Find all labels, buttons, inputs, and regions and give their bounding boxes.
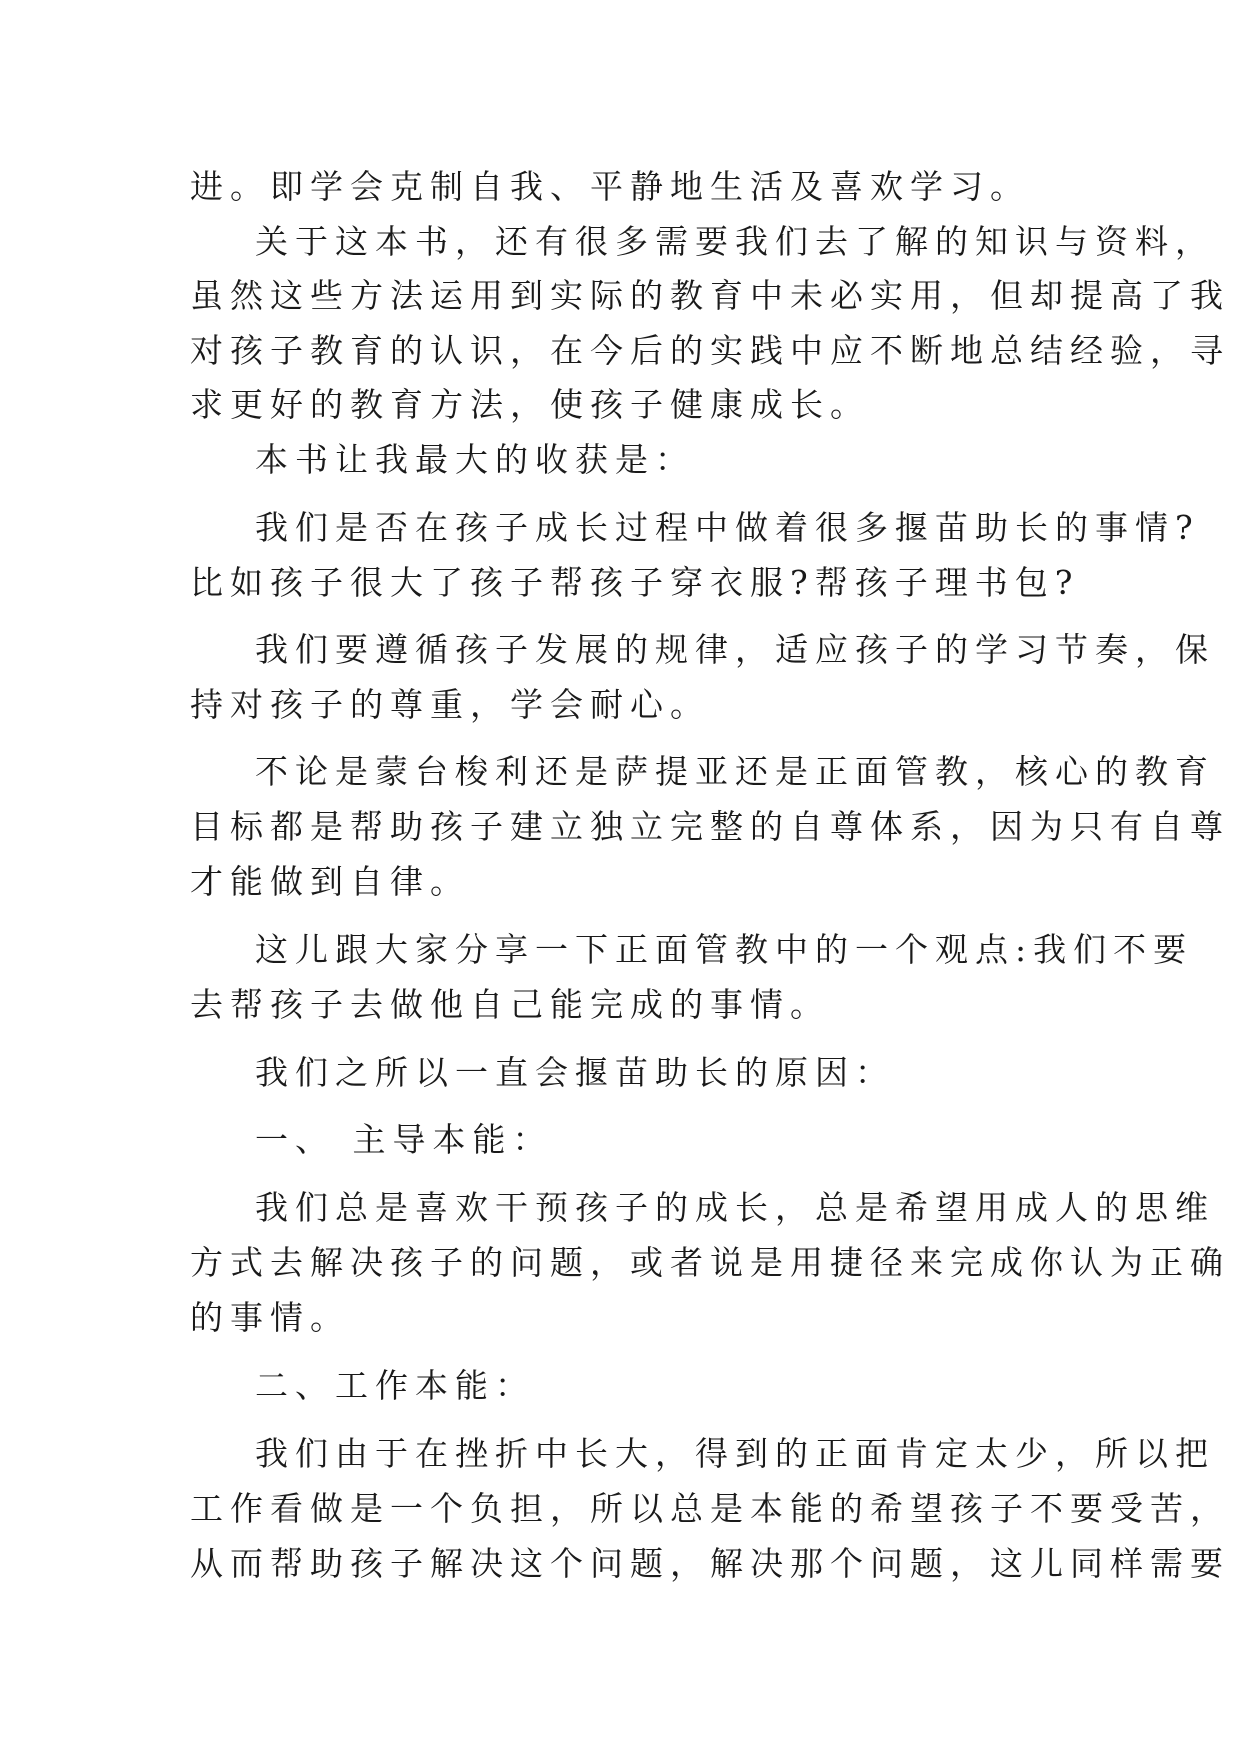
text-line: 的事情。: [190, 1298, 350, 1337]
text-line: 工作看做是一个负担，所以总是本能的希望孩子不要受苦，: [190, 1489, 1230, 1528]
text-line: 我们总是喜欢干预孩子的成长，总是希望用成人的思维: [255, 1188, 1215, 1227]
text-line: 虽然这些方法运用到实际的教育中未必实用，但却提高了我: [190, 276, 1230, 315]
text-line: 我们是否在孩子成长过程中做着很多揠苗助长的事情?: [255, 508, 1200, 547]
text-line: 一、 主导本能：: [255, 1120, 553, 1159]
text-line: 我们由于在挫折中长大，得到的正面肯定太少，所以把: [255, 1434, 1215, 1473]
text-line: 我们之所以一直会揠苗助长的原因：: [255, 1053, 895, 1092]
text-line: 对孩子教育的认识，在今后的实践中应不断地总结经验，寻: [190, 331, 1230, 370]
text-line: 关于这本书，还有很多需要我们去了解的知识与资料，: [255, 222, 1215, 261]
text-line: 进。即学会克制自我、平静地生活及喜欢学习。: [190, 167, 1030, 206]
text-line: 这儿跟大家分享一下正面管教中的一个观点:我们不要: [255, 930, 1194, 969]
text-line: 目标都是帮助孩子建立独立完整的自尊体系，因为只有自尊: [190, 807, 1230, 846]
text-line: 不论是蒙台梭利还是萨提亚还是正面管教，核心的教育: [255, 752, 1215, 791]
text-line: 持对孩子的尊重，学会耐心。: [190, 685, 710, 724]
text-line: 我们要遵循孩子发展的规律，适应孩子的学习节奏，保: [255, 630, 1215, 669]
text-line: 比如孩子很大了孩子帮孩子穿衣服?帮孩子理书包?: [190, 563, 1080, 602]
text-line: 从而帮助孩子解决这个问题，解决那个问题，这儿同样需要: [190, 1544, 1230, 1583]
text-line: 本书让我最大的收获是：: [255, 440, 695, 479]
text-line: 才能做到自律。: [190, 862, 470, 901]
text-line: 方式去解决孩子的问题，或者说是用捷径来完成你认为正确: [190, 1243, 1230, 1282]
text-line: 求更好的教育方法，使孩子健康成长。: [190, 385, 870, 424]
text-line: 去帮孩子去做他自己能完成的事情。: [190, 985, 830, 1024]
text-line: 二、工作本能：: [255, 1366, 535, 1405]
